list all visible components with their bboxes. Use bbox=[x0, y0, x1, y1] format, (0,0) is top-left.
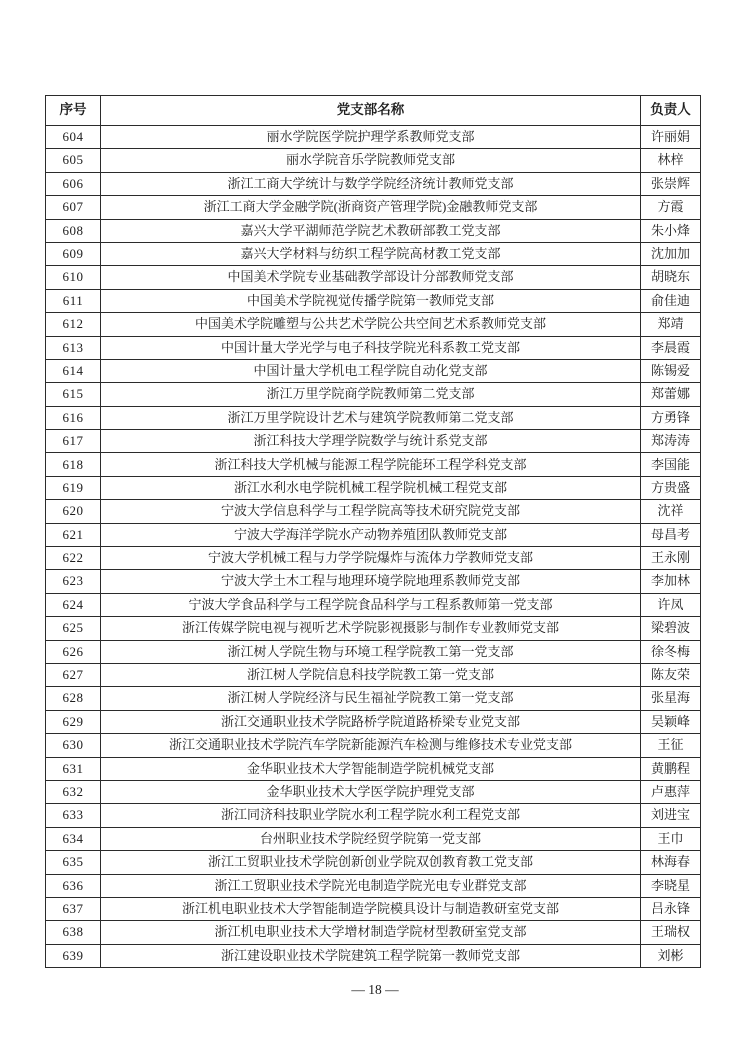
serial-cell: 610 bbox=[46, 266, 101, 289]
party-branch-table bbox=[45, 95, 701, 968]
leader-cell: 林梓 bbox=[641, 149, 701, 172]
table-row bbox=[46, 149, 701, 172]
serial-cell: 621 bbox=[46, 523, 101, 546]
branch-name-cell: 宁波大学海洋学院水产动物养殖团队教师党支部 bbox=[101, 523, 641, 546]
leader-cell: 朱小烽 bbox=[641, 219, 701, 242]
branch-name-cell: 金华职业技术大学医学院护理党支部 bbox=[101, 780, 641, 803]
branch-name-cell: 嘉兴大学平湖师范学院艺术教研部教工党支部 bbox=[101, 219, 641, 242]
branch-name-cell: 浙江机电职业技术大学智能制造学院模具设计与制造教研室党支部 bbox=[101, 897, 641, 920]
branch-name-cell: 宁波大学土木工程与地理环境学院地理系教师党支部 bbox=[101, 570, 641, 593]
table-row bbox=[46, 523, 701, 546]
branch-name-cell: 浙江交通职业技术学院汽车学院新能源汽车检测与维修技术专业党支部 bbox=[101, 734, 641, 757]
leader-cell: 李国能 bbox=[641, 453, 701, 476]
serial-cell: 638 bbox=[46, 921, 101, 944]
table-header-row bbox=[46, 96, 701, 126]
branch-name-cell: 浙江万里学院设计艺术与建筑学院教师第二党支部 bbox=[101, 406, 641, 429]
table-row bbox=[46, 663, 701, 686]
leader-cell: 林海春 bbox=[641, 851, 701, 874]
table-row bbox=[46, 570, 701, 593]
leader-cell: 梁碧波 bbox=[641, 617, 701, 640]
serial-cell: 614 bbox=[46, 359, 101, 382]
branch-name-cell: 浙江树人学院生物与环境工程学院教工第一党支部 bbox=[101, 640, 641, 663]
branch-name-cell: 宁波大学食品科学与工程学院食品科学与工程系教师第一党支部 bbox=[101, 593, 641, 616]
leader-cell: 许丽娟 bbox=[641, 126, 701, 149]
leader-cell: 方贵盛 bbox=[641, 476, 701, 499]
table-row bbox=[46, 734, 701, 757]
branch-name-cell: 金华职业技术大学智能制造学院机械党支部 bbox=[101, 757, 641, 780]
serial-cell: 629 bbox=[46, 710, 101, 733]
header-serial-number: 序号 bbox=[46, 96, 101, 126]
table-row bbox=[46, 804, 701, 827]
leader-cell: 俞佳迪 bbox=[641, 289, 701, 312]
serial-cell: 605 bbox=[46, 149, 101, 172]
branch-name-cell: 嘉兴大学材料与纺织工程学院高材教工党支部 bbox=[101, 242, 641, 265]
serial-cell: 639 bbox=[46, 944, 101, 967]
leader-cell: 郑涛涛 bbox=[641, 430, 701, 453]
branch-name-cell: 浙江工贸职业技术学院创新创业学院双创教育教工党支部 bbox=[101, 851, 641, 874]
leader-cell: 王永刚 bbox=[641, 547, 701, 570]
table-row bbox=[46, 921, 701, 944]
serial-cell: 631 bbox=[46, 757, 101, 780]
table-row bbox=[46, 453, 701, 476]
table-row bbox=[46, 827, 701, 850]
table-row bbox=[46, 593, 701, 616]
table-row bbox=[46, 219, 701, 242]
table-row bbox=[46, 383, 701, 406]
leader-cell: 沈加加 bbox=[641, 242, 701, 265]
table-row bbox=[46, 406, 701, 429]
serial-cell: 613 bbox=[46, 336, 101, 359]
table-row bbox=[46, 897, 701, 920]
table-row bbox=[46, 710, 701, 733]
serial-cell: 633 bbox=[46, 804, 101, 827]
table-row bbox=[46, 687, 701, 710]
leader-cell: 胡晓东 bbox=[641, 266, 701, 289]
serial-cell: 612 bbox=[46, 313, 101, 336]
table-row bbox=[46, 126, 701, 149]
serial-cell: 623 bbox=[46, 570, 101, 593]
leader-cell: 王征 bbox=[641, 734, 701, 757]
serial-cell: 606 bbox=[46, 172, 101, 195]
leader-cell: 张崇辉 bbox=[641, 172, 701, 195]
leader-cell: 张星海 bbox=[641, 687, 701, 710]
serial-cell: 634 bbox=[46, 827, 101, 850]
serial-cell: 624 bbox=[46, 593, 101, 616]
branch-name-cell: 浙江工商大学统计与数学学院经济统计教师党支部 bbox=[101, 172, 641, 195]
table-row bbox=[46, 547, 701, 570]
table-row bbox=[46, 430, 701, 453]
branch-name-cell: 浙江机电职业技术大学增材制造学院材型教研室党支部 bbox=[101, 921, 641, 944]
table-row bbox=[46, 476, 701, 499]
branch-name-cell: 浙江建设职业技术学院建筑工程学院第一教师党支部 bbox=[101, 944, 641, 967]
branch-name-cell: 浙江工贸职业技术学院光电制造学院光电专业群党支部 bbox=[101, 874, 641, 897]
leader-cell: 黄鹏程 bbox=[641, 757, 701, 780]
table-row bbox=[46, 172, 701, 195]
header-branch-name: 党支部名称 bbox=[101, 96, 641, 126]
branch-name-cell: 浙江工商大学金融学院(浙商资产管理学院)金融教师党支部 bbox=[101, 196, 641, 219]
serial-cell: 620 bbox=[46, 500, 101, 523]
branch-name-cell: 中国美术学院雕塑与公共艺术学院公共空间艺术系教师党支部 bbox=[101, 313, 641, 336]
branch-name-cell: 浙江树人学院经济与民生福祉学院教工第一党支部 bbox=[101, 687, 641, 710]
leader-cell: 刘进宝 bbox=[641, 804, 701, 827]
branch-name-cell: 浙江交通职业技术学院路桥学院道路桥梁专业党支部 bbox=[101, 710, 641, 733]
branch-name-cell: 浙江水利水电学院机械工程学院机械工程党支部 bbox=[101, 476, 641, 499]
branch-name-cell: 宁波大学机械工程与力学学院爆炸与流体力学教师党支部 bbox=[101, 547, 641, 570]
table-row bbox=[46, 617, 701, 640]
leader-cell: 徐冬梅 bbox=[641, 640, 701, 663]
branch-name-cell: 浙江万里学院商学院教师第二党支部 bbox=[101, 383, 641, 406]
leader-cell: 李晨霞 bbox=[641, 336, 701, 359]
leader-cell: 王瑞权 bbox=[641, 921, 701, 944]
serial-cell: 617 bbox=[46, 430, 101, 453]
branch-name-cell: 中国计量大学光学与电子科技学院光科系教工党支部 bbox=[101, 336, 641, 359]
header-leader: 负责人 bbox=[641, 96, 701, 126]
serial-cell: 611 bbox=[46, 289, 101, 312]
leader-cell: 沈祥 bbox=[641, 500, 701, 523]
leader-cell: 方霞 bbox=[641, 196, 701, 219]
leader-cell: 陈锡爱 bbox=[641, 359, 701, 382]
serial-cell: 625 bbox=[46, 617, 101, 640]
branch-name-cell: 浙江同济科技职业学院水利工程学院水利工程党支部 bbox=[101, 804, 641, 827]
leader-cell: 吕永锋 bbox=[641, 897, 701, 920]
serial-cell: 616 bbox=[46, 406, 101, 429]
leader-cell: 王巾 bbox=[641, 827, 701, 850]
serial-cell: 608 bbox=[46, 219, 101, 242]
branch-name-cell: 浙江科技大学机械与能源工程学院能环工程学科党支部 bbox=[101, 453, 641, 476]
leader-cell: 李加林 bbox=[641, 570, 701, 593]
table-row bbox=[46, 780, 701, 803]
table-row bbox=[46, 359, 701, 382]
leader-cell: 方勇锋 bbox=[641, 406, 701, 429]
leader-cell: 卢惠萍 bbox=[641, 780, 701, 803]
table-row bbox=[46, 874, 701, 897]
branch-name-cell: 浙江树人学院信息科技学院教工第一党支部 bbox=[101, 663, 641, 686]
leader-cell: 李晓星 bbox=[641, 874, 701, 897]
table-row bbox=[46, 313, 701, 336]
branch-name-cell: 中国美术学院视觉传播学院第一教师党支部 bbox=[101, 289, 641, 312]
serial-cell: 626 bbox=[46, 640, 101, 663]
leader-cell: 许凤 bbox=[641, 593, 701, 616]
branch-name-cell: 台州职业技术学院经贸学院第一党支部 bbox=[101, 827, 641, 850]
branch-name-cell: 中国计量大学机电工程学院自动化党支部 bbox=[101, 359, 641, 382]
table-row bbox=[46, 640, 701, 663]
table-row bbox=[46, 266, 701, 289]
table-row bbox=[46, 289, 701, 312]
table-row bbox=[46, 851, 701, 874]
table-row bbox=[46, 757, 701, 780]
serial-cell: 635 bbox=[46, 851, 101, 874]
serial-cell: 622 bbox=[46, 547, 101, 570]
serial-cell: 604 bbox=[46, 126, 101, 149]
table-row bbox=[46, 500, 701, 523]
leader-cell: 母昌考 bbox=[641, 523, 701, 546]
leader-cell: 吴颖峰 bbox=[641, 710, 701, 733]
serial-cell: 632 bbox=[46, 780, 101, 803]
branch-name-cell: 中国美术学院专业基础教学部设计分部教师党支部 bbox=[101, 266, 641, 289]
table-row bbox=[46, 196, 701, 219]
serial-cell: 615 bbox=[46, 383, 101, 406]
serial-cell: 618 bbox=[46, 453, 101, 476]
leader-cell: 陈友荣 bbox=[641, 663, 701, 686]
serial-cell: 636 bbox=[46, 874, 101, 897]
table-row bbox=[46, 944, 701, 967]
serial-cell: 627 bbox=[46, 663, 101, 686]
serial-cell: 607 bbox=[46, 196, 101, 219]
table-row bbox=[46, 336, 701, 359]
branch-name-cell: 丽水学院音乐学院教师党支部 bbox=[101, 149, 641, 172]
branch-name-cell: 浙江传媒学院电视与视听艺术学院影视摄影与制作专业教师党支部 bbox=[101, 617, 641, 640]
branch-name-cell: 丽水学院医学院护理学系教师党支部 bbox=[101, 126, 641, 149]
serial-cell: 619 bbox=[46, 476, 101, 499]
table-body bbox=[46, 126, 701, 968]
page-number: — 18 — bbox=[351, 982, 399, 997]
leader-cell: 郑靖 bbox=[641, 313, 701, 336]
branch-name-cell: 宁波大学信息科学与工程学院高等技术研究院党支部 bbox=[101, 500, 641, 523]
serial-cell: 630 bbox=[46, 734, 101, 757]
branch-name-cell: 浙江科技大学理学院数学与统计系党支部 bbox=[101, 430, 641, 453]
table-row bbox=[46, 242, 701, 265]
serial-cell: 628 bbox=[46, 687, 101, 710]
leader-cell: 郑蕾娜 bbox=[641, 383, 701, 406]
serial-cell: 609 bbox=[46, 242, 101, 265]
serial-cell: 637 bbox=[46, 897, 101, 920]
leader-cell: 刘彬 bbox=[641, 944, 701, 967]
